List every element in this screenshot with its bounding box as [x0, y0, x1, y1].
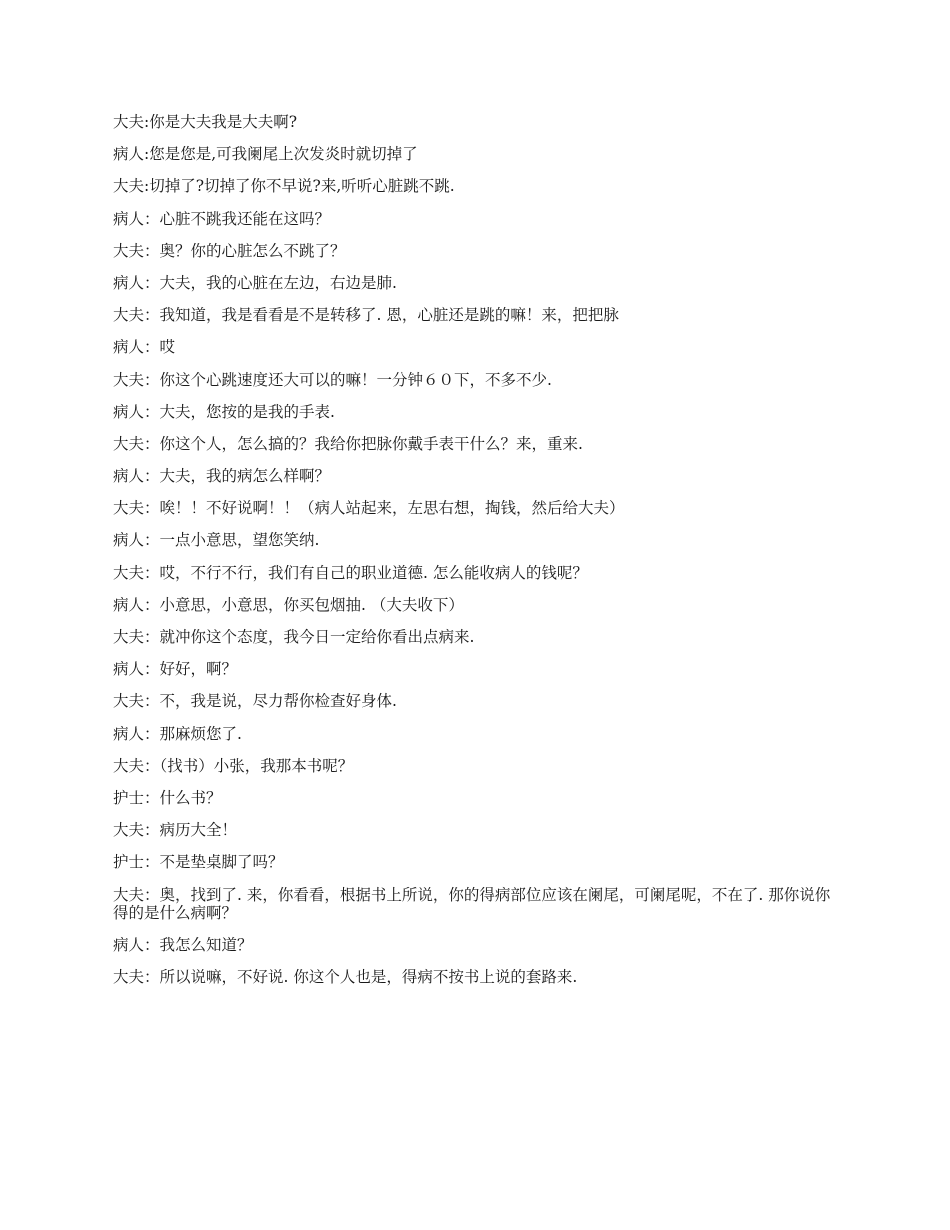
- dialogue-line: 大夫：你这个人，怎么搞的？我给你把脉你戴手表干什么？来，重来.: [113, 434, 583, 453]
- dialogue-line: 病人：大夫，我的病怎么样啊？: [113, 467, 331, 486]
- dialogue-line: 病人：哎: [113, 338, 176, 357]
- dialogue-line: 大夫：唉！！不好说啊！！（病人站起来，左思右想，掏钱，然后给大夫）: [113, 499, 625, 518]
- dialogue-line: 病人：一点小意思，望您笑纳.: [113, 531, 320, 550]
- dialogue-line: 病人：大夫，我的心脏在左边，右边是肺.: [113, 273, 397, 292]
- dialogue-line: 大夫:切掉了?切掉了你不早说?来,听听心脏跳不跳.: [113, 177, 455, 196]
- dialogue-line: 大夫：所以说嘛，不好说. 你这个人也是，得病不按书上说的套路来.: [113, 967, 578, 986]
- dialogue-line: 大夫：奥，找到了. 来，你看看，根据书上所说，你的得病部位应该在阑尾，可阑尾呢，不在了. 那你说你得的是什么病啊？: [113, 885, 831, 922]
- dialogue-line: 病人：那麻烦您了.: [113, 724, 242, 743]
- dialogue-line: 病人：大夫，您按的是我的手表.: [113, 402, 335, 421]
- dialogue-line: 病人：心脏不跳我还能在这吗？: [113, 209, 331, 228]
- dialogue-line: 大夫：我知道，我是看看是不是转移了. 恩，心脏还是跳的嘛！来，把把脉: [113, 306, 619, 325]
- dialogue-line: 大夫：就冲你这个态度，我今日一定给你看出点病来.: [113, 628, 475, 646]
- dialogue-line: 大夫：你这个心跳速度还大可以的嘛！一分钟６０下，不多不少.: [113, 370, 552, 389]
- dialogue-line: 病人:您是您是,可我阑尾上次发炎时就切掉了: [113, 145, 418, 164]
- dialogue-line: 大夫:你是大夫我是大夫啊?: [113, 113, 298, 131]
- dialogue-line: 大夫：（找书）小张，我那本书呢？: [113, 756, 354, 775]
- dialogue-line: 大夫：不，我是说，尽力帮你检查好身体.: [113, 692, 397, 711]
- dialogue-line: 护士：不是垫桌脚了吗？: [113, 853, 284, 872]
- dialogue-line: 病人：我怎么知道？: [113, 935, 253, 954]
- dialogue-line: 大夫：奥？你的心脏怎么不跳了？: [113, 241, 346, 260]
- dialogue-line: 大夫：病历大全！: [113, 821, 238, 840]
- dialogue-line: 病人：好好，啊？: [113, 660, 238, 679]
- dialogue-line: 护士：什么书？: [113, 788, 222, 807]
- dialogue-line: 病人：小意思，小意思，你买包烟抽. （大夫收下）: [113, 595, 464, 614]
- dialogue-text: [113, 113, 835, 1000]
- dialogue-line: 大夫：哎，不行不行，我们有自己的职业道德. 怎么能收病人的钱呢？: [113, 563, 588, 582]
